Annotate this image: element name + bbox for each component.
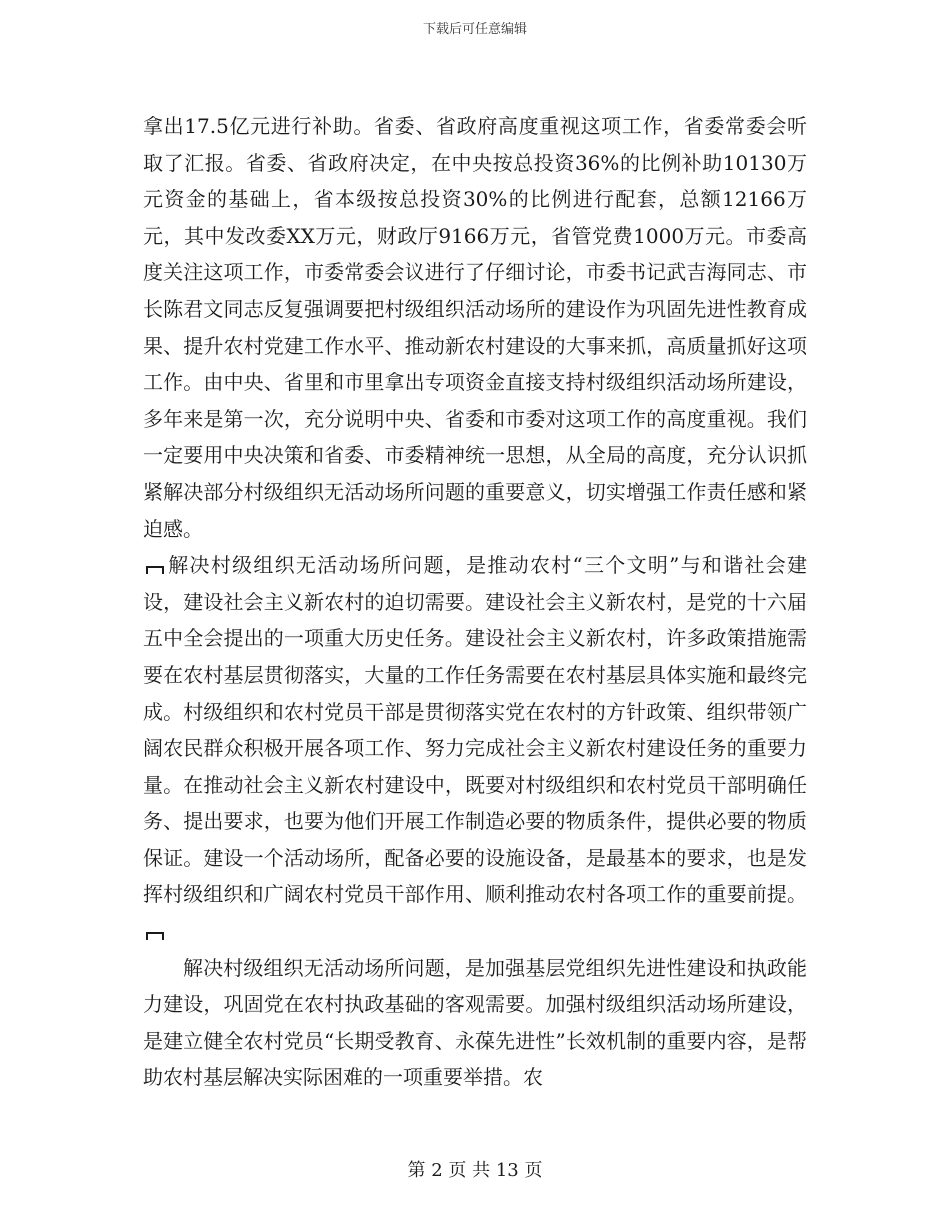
paragraph-1: 拿出17.5亿元进行补助。省委、省政府高度重视这项工作，省委常委会听取了汇报。省委、省政府决定，在中央按总投资36%的比例补助10130万元资金的基础上，省本级按总投资30%的比例进行配套，总额12166万元，其中发改委XX万元，财政厅9166万元，省管党费1000万元。市委高度关注这项工作，市委常委会议进行了仔细讨论，市委书记武吉海同志、市长陈君文同志反复强调要把村级组织活动场所的建设作为巩固先进性教育成果、提升农村党建工作水平、推动新农村建设的大事来抓，高质量抓好这项工作。由中央、省里和市里拿出专项资金直接支持村级组织活动场所建设，多年来是第一次，充分说明中央、省委和市委对这项工作的高度重视。我们一定要用中央决策和省委、市委精神统一思想，从全局的高度，充分认识抓紧解决部分村级组织无活动场所问题的重要意义，切实增强工作责任感和紧迫感。 [143, 114, 807, 541]
page-header-note: 下载后可任意编辑 [422, 22, 527, 37]
document-body [143, 108, 807, 1096]
paragraph-2 [143, 547, 807, 950]
paragraph-3: 解决村级组织无活动场所问题，是加强基层党组织先进性建设和执政能力建设，巩固党在农村执政基础的客观需要。加强村级组织活动场所建设，是建立健全农村党员“长期受教育、永葆先进性”长效机制的重要内容，是帮助农村基层解决实际困难的一项重要举措。农 [143, 955, 807, 1090]
page-footer: 第 2 页 共 13 页 [407, 1160, 543, 1181]
paragraph-2-text: 解决村级组织无活动场所问题，是推动农村“三个文明”与和谐社会建设，建设社会主义新农村的迫切需要。建设社会主义新农村，是党的十六届五中全会提出的一项重大历史任务。建设社会主义新农村，许多政策措施需要在农村基层贯彻落实，大量的工作任务需要在农村基层具体实施和最终完成。村级组织和农村党员干部是贯彻落实党在农村的方针政策、组织带领广阔农民群众积极开展各项工作、努力完成社会主义新农村建设任务的重要力量。在推动社会主义新农村建设中，既要对村级组织和农村党员干部明确任务、提出要求，也要为他们开展工作制造必要的物质条件，提供必要的物质保证。建设一个活动场所，配备必要的设施设备，是最基本的要求，也是发挥村级组织和广阔农村党员干部作用、顺利推动农村各项工作的重要前提。 [143, 553, 807, 907]
bracket-marker-icon [146, 566, 164, 574]
bracket-marker-icon [146, 932, 164, 940]
